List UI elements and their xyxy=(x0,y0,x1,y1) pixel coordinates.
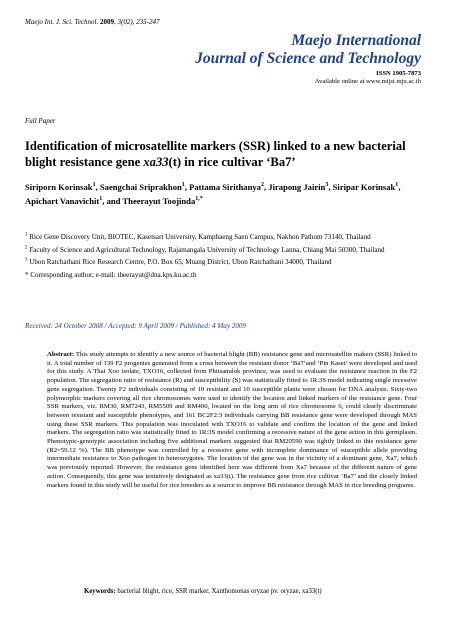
author-name: Siriporn Korinsak xyxy=(25,182,93,192)
affiliation-item xyxy=(25,258,430,268)
affiliation-text: Ubon Ratchathani Rice Research Centre, P.O. Box 65, Muang District, Ubon Ratchathani 34000, Thailand xyxy=(27,258,332,267)
title-part1: Identification of microsatellite markers (SSR) linked to a new bacterial blight resistance gene xyxy=(25,139,406,169)
title-gene: xa33 xyxy=(143,155,169,169)
corresponding-author: * Corresponding author, e-mail: theerayut@dna.kps.ku.ac.th xyxy=(25,270,197,279)
running-head-volume: , 3(02), 235-247 xyxy=(113,18,160,26)
affiliation-item xyxy=(25,246,430,256)
affiliation-number: 2 xyxy=(25,245,28,251)
author-name: Apichart Vanavichit xyxy=(25,195,100,206)
running-head-journal: Maejo Int. J. Sci. Technol. xyxy=(25,18,99,26)
abstract-text: This study attempts to identify a new source of bacterial blight (BB) resistance gene and microsatellite makers (SSR) linked to it. A total number of 139 F2 progenies generated from a cross between the resistant donor ‘Ba7’and ‘Pin Kaset’ were developed and used for this study. A Thai Xoo isolate, TXO16, collected from Phitsanulok province, was used to evaluate the resistance reaction in the F2 population. The segregation ratio of resistance (R) and susceptibility (S) was statistically fitted to 1R:3S model indicating single recessive gene segregation. Twenty F2 individuals consisting of 10 resistant and 10 susceptible plants were chosen for DNA analysis. Sixty-two polymorphic markers covering all rice chromosomes were used to identify the location and linked markers of the resistance gene. Four SSR markers, viz. RM30, RM7243, RM5509 and RM400, located on the long arm of rice chromosome 6, could clearly discriminate between resistant and susceptible phenotypes, and 161 BC2F2:3 individuals carrying BB resistance gene were developed through MAS using these SSR markers. This population was inoculated with TXO16 to validate and confirm the location of the gene and linked markers. The segregation ratio was statistically fitted to 1R:3S model confirming a recessive nature of the gene action in this germplasm. Phenotypic-genotypic association including five additional markers suggested that RM20590 was tightly linked to this resistance gene (R2=59.12 %). The BB phenotype was controlled by a recessive gene with incomplete dominance of susceptible allele providing intermediate resistance to Xoo pathogen in heterozygotes. The location of the gene was in the vicinity of a dominant gene, Xa7, which was previously reported. However, the resistance gene identified here was different from Xa7 because of the different nature of gene action. Consequently, this gene was tentatively designated as xa33(t). The resistance gene from rice cultivar ‘Ba7’ and the closely linked markers found in this study will be useful for rice breeders as a source to improve BB resistance through MAS in rice breeding programs. xyxy=(47,351,418,489)
affiliation-text: Faculty of Science and Agricultural Technology, Rajamangala University of Technology Lanna, Chiang Mai 50300, Thailand xyxy=(27,245,385,254)
author-name: Saengchai Sriprakhon xyxy=(99,182,182,192)
running-head xyxy=(25,18,159,26)
author-affiliation-mark: 1 xyxy=(92,182,96,189)
journal-title-line2: Journal of Science and Technology xyxy=(195,50,421,67)
author-list: Siriporn Korinsak$^1$, Saengchai Sriprakhon$^1$, Pattama Sirithanya$^2$, Jirapong Jairin$^3$, Siripar Korinsak$^1$, Apichart Vanavichit$^1$, and Theerayut Toojinda$^{1,*}$ xyxy=(25,182,401,206)
author-affiliation-mark: 1 xyxy=(99,195,103,202)
abstract xyxy=(47,351,417,490)
author-affiliation-mark: 3 xyxy=(325,182,329,189)
keywords-text: bacterial blight, rice, SSR marker, Xanthomonas oryzae pv. oryzae, xa33(t) xyxy=(117,588,322,595)
author-affiliation-mark: 1 xyxy=(181,182,185,189)
keywords xyxy=(84,588,424,595)
author-affiliation-mark: 2 xyxy=(260,182,264,189)
journal-issn: ISSN 1905-7873 xyxy=(376,70,421,77)
affiliation-item xyxy=(25,233,430,243)
journal-header xyxy=(195,32,421,85)
title-part2: (t) in rice cultivar ‘Ba7’ xyxy=(168,155,296,169)
affiliation-number: 1 xyxy=(25,232,28,238)
abstract-label: Abstract: xyxy=(47,351,75,358)
journal-title-line1: Maejo International xyxy=(291,32,421,49)
author-name: Jirapong Jairin xyxy=(268,182,326,192)
author-affiliation-mark: 1,* xyxy=(195,195,203,202)
affiliation-text: Rice Gene Discovery Unit, BIOTEC, Kasetsart University, Kamphaeng Saen Campus, Nakhon Pathom 73140, Thailand xyxy=(27,233,371,241)
author-affiliation-mark: 1 xyxy=(395,182,399,189)
affiliation-number: 3 xyxy=(25,257,28,263)
running-head-year: 2009 xyxy=(99,18,114,26)
author-name: Pattama Sirithanya xyxy=(189,182,261,192)
publication-dates: Received: 24 October 2008 / Accepted: 9 April 2009 / Published: 4 May 2009 xyxy=(25,322,246,330)
paper-title xyxy=(25,138,425,170)
author-name: Theerayut Toojinda xyxy=(122,195,196,206)
keywords-label: Keywords: xyxy=(84,588,116,595)
affiliation-list xyxy=(25,233,430,268)
affiliations xyxy=(25,233,430,283)
paper-type: Full Paper xyxy=(25,117,56,125)
journal-availability: Available online at www.mijst.mju.ac.th xyxy=(314,78,421,85)
author-name: Siripar Korinsak xyxy=(332,182,396,192)
